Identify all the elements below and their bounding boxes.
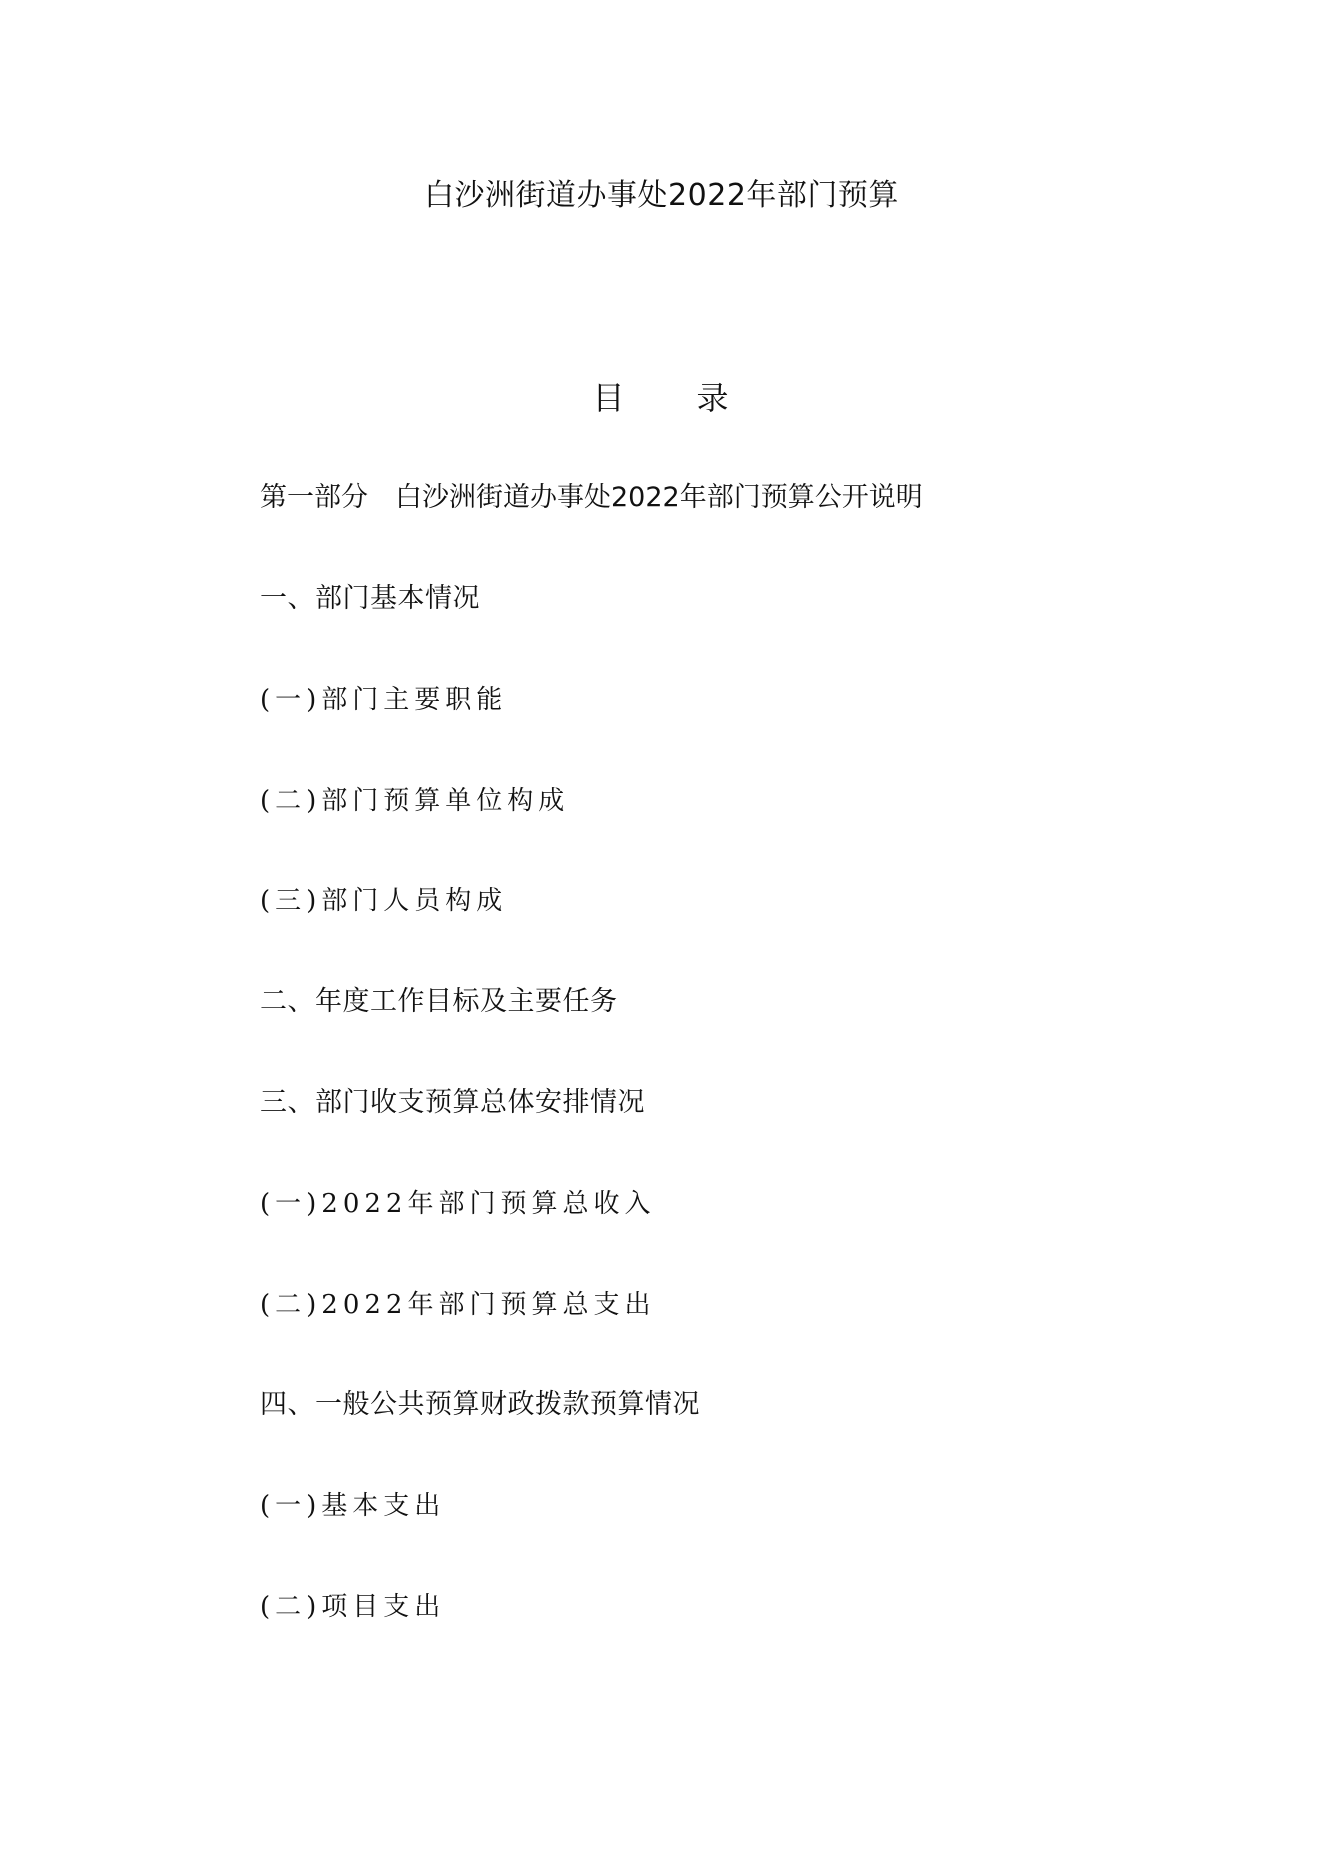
toc-entry-annual-goals[interactable]: 二、年度工作目标及主要任务 bbox=[260, 986, 618, 1017]
toc-entry-project-expenditure[interactable]: (二)项目支出 bbox=[260, 1592, 446, 1622]
toc-entry-total-expenditure[interactable]: (二)2022年部门预算总支出 bbox=[260, 1290, 656, 1320]
toc-entry-part-one[interactable]: 第一部分 白沙洲街道办事处2022年部门预算公开说明 bbox=[260, 482, 923, 513]
toc-entry-main-functions[interactable]: (一)部门主要职能 bbox=[260, 685, 508, 715]
toc-entry-basic-expenditure[interactable]: (一)基本支出 bbox=[260, 1491, 446, 1521]
toc-heading: 目录 bbox=[592, 379, 801, 417]
toc-entry-general-public-budget[interactable]: 四、一般公共预算财政拨款预算情况 bbox=[260, 1389, 700, 1420]
toc-entry-budget-units[interactable]: (二)部门预算单位构成 bbox=[260, 786, 570, 816]
document-title: 白沙洲街道办事处2022年部门预算 bbox=[424, 178, 899, 213]
toc-entry-budget-overview[interactable]: 三、部门收支预算总体安排情况 bbox=[260, 1087, 645, 1118]
toc-entry-basic-info[interactable]: 一、部门基本情况 bbox=[260, 583, 480, 614]
toc-entry-total-revenue[interactable]: (一)2022年部门预算总收入 bbox=[260, 1189, 656, 1219]
toc-entry-staff-composition[interactable]: (三)部门人员构成 bbox=[260, 886, 508, 916]
